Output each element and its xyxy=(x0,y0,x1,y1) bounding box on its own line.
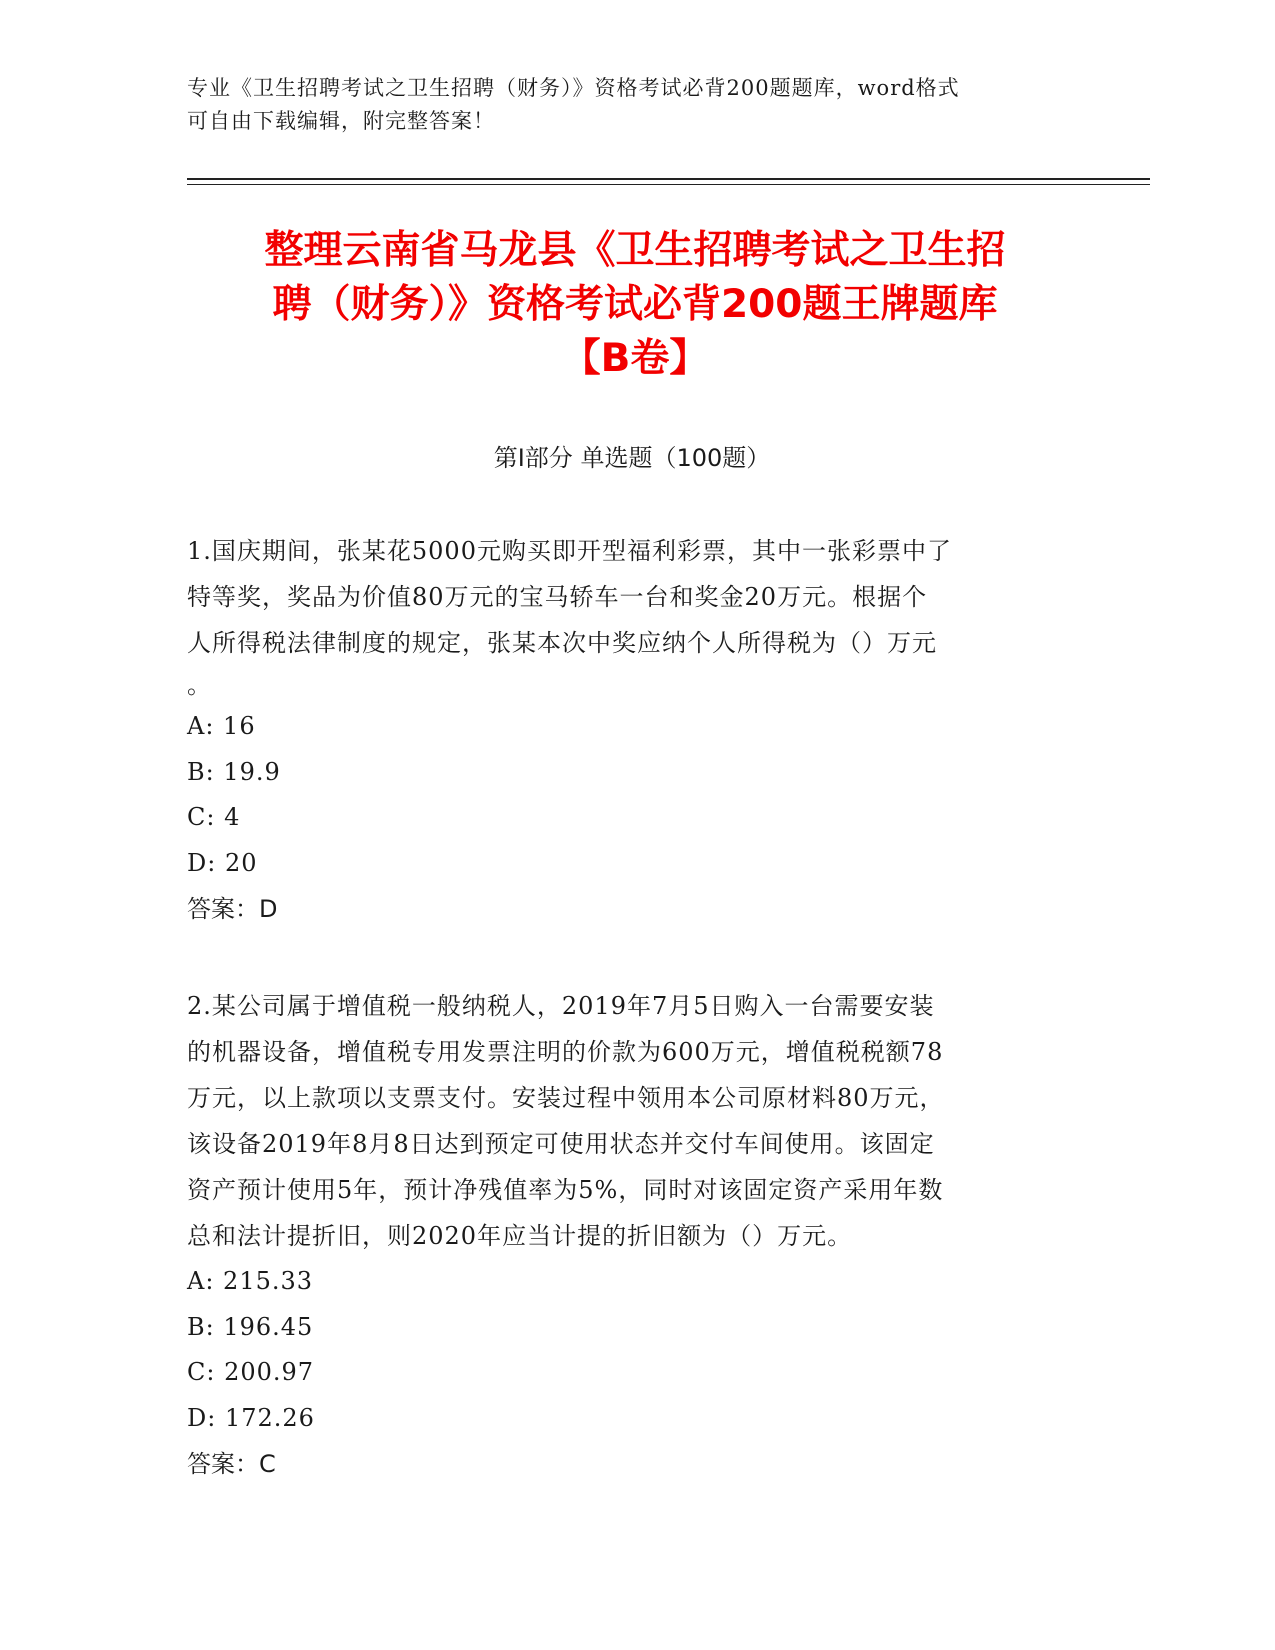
option-a: A: 16 xyxy=(187,712,256,740)
stem-line: 1.国庆期间，张某花5000元购买即开型福利彩票，其中一张彩票中了 xyxy=(187,537,952,565)
stem-line: 。 xyxy=(187,671,212,699)
stem-line: 特等奖，奖品为价值80万元的宝马轿车一台和奖金20万元。根据个 xyxy=(187,583,928,611)
title-line-2: 聘（财务）》资格考试必背200题王牌题库 xyxy=(272,282,998,327)
section-heading: 第Ⅰ部分 单选题（100题） xyxy=(493,444,771,472)
answer: 答案：C xyxy=(187,1450,276,1478)
answer: 答案：D xyxy=(187,895,278,923)
header-divider-thick xyxy=(187,178,1150,180)
stem-line: 2.某公司属于增值税一般纳税人，2019年7月5日购入一台需要安装 xyxy=(187,992,935,1020)
header-line-1: 专业《卫生招聘考试之卫生招聘（财务）》资格考试必背200题题库，word格式 xyxy=(187,76,960,100)
stem-line: 万元，以上款项以支票支付。安装过程中领用本公司原材料80万元， xyxy=(187,1084,945,1112)
question-1 xyxy=(187,528,1082,932)
option-c: C: 200.97 xyxy=(187,1358,315,1386)
question-stem xyxy=(187,983,1082,1259)
header-divider-thin xyxy=(187,184,1150,185)
stem-line: 的机器设备，增值税专用发票注明的价款为600万元，增值税税额78 xyxy=(187,1038,944,1066)
option-d: D: 172.26 xyxy=(187,1403,315,1432)
document-header xyxy=(187,72,1087,138)
question-2 xyxy=(187,983,1082,1487)
option-c: C: 4 xyxy=(187,803,241,831)
stem-line: 人所得税法律制度的规定，张某本次中奖应纳个人所得税为（）万元 xyxy=(187,629,937,657)
stem-line: 资产预计使用5年，预计净残值率为5%，同时对该固定资产采用年数 xyxy=(187,1176,944,1204)
option-a: A: 215.33 xyxy=(187,1267,314,1295)
stem-line: 总和法计提折旧，则2020年应当计提的折旧额为（）万元。 xyxy=(187,1222,853,1250)
option-b: B: 19.9 xyxy=(187,757,281,786)
title-line-1: 整理云南省马龙县《卫生招聘考试之卫生招 xyxy=(264,228,1006,273)
question-stem xyxy=(187,528,1082,704)
header-line-2: 可自由下载编辑，附完整答案！ xyxy=(187,109,495,133)
option-d: D: 20 xyxy=(187,848,258,877)
document-title xyxy=(190,224,1080,386)
option-b: B: 196.45 xyxy=(187,1312,314,1341)
stem-line: 该设备2019年8月8日达到预定可使用状态并交付车间使用。该固定 xyxy=(187,1130,935,1158)
title-line-3: 【B卷】 xyxy=(561,336,709,381)
